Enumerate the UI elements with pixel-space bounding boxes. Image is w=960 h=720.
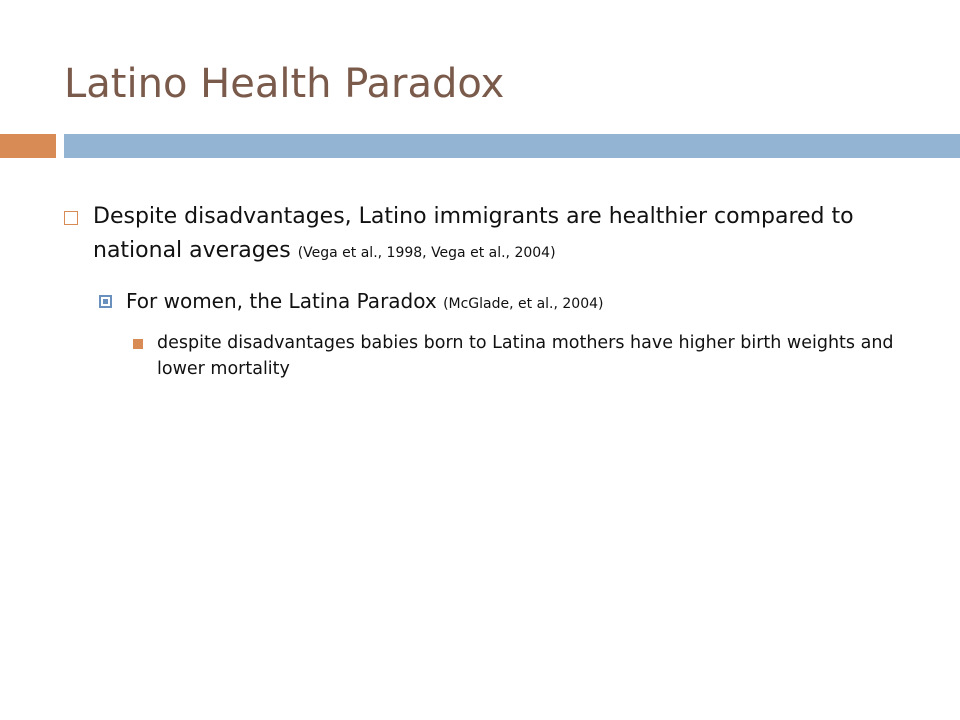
slide-title: Latino Health Paradox xyxy=(64,61,505,107)
bullet-level-1-citation: (Vega et al., 1998, Vega et al., 2004) xyxy=(297,245,556,261)
hollow-square-bullet-icon xyxy=(64,211,78,225)
bullet-level-2 xyxy=(99,286,939,319)
bullet-level-1 xyxy=(64,200,944,270)
bullet-level-2-citation: (McGlade, et al., 2004) xyxy=(443,296,604,312)
bullet-level-3-text: despite disadvantages babies born to Latina mothers have higher birth weights and lower mortality xyxy=(157,333,894,379)
bullet-level-2-text-block xyxy=(126,286,603,319)
bullet-level-2-text: For women, the Latina Paradox xyxy=(126,289,437,313)
framed-square-bullet-icon xyxy=(99,295,112,308)
bullet-level-1-text: Despite disadvantages, Latino immigrants are healthier compared to national averages xyxy=(93,204,854,263)
bullet-level-3 xyxy=(133,330,933,382)
bullet-level-1-text-block xyxy=(93,200,944,270)
filled-square-bullet-icon xyxy=(133,339,143,349)
